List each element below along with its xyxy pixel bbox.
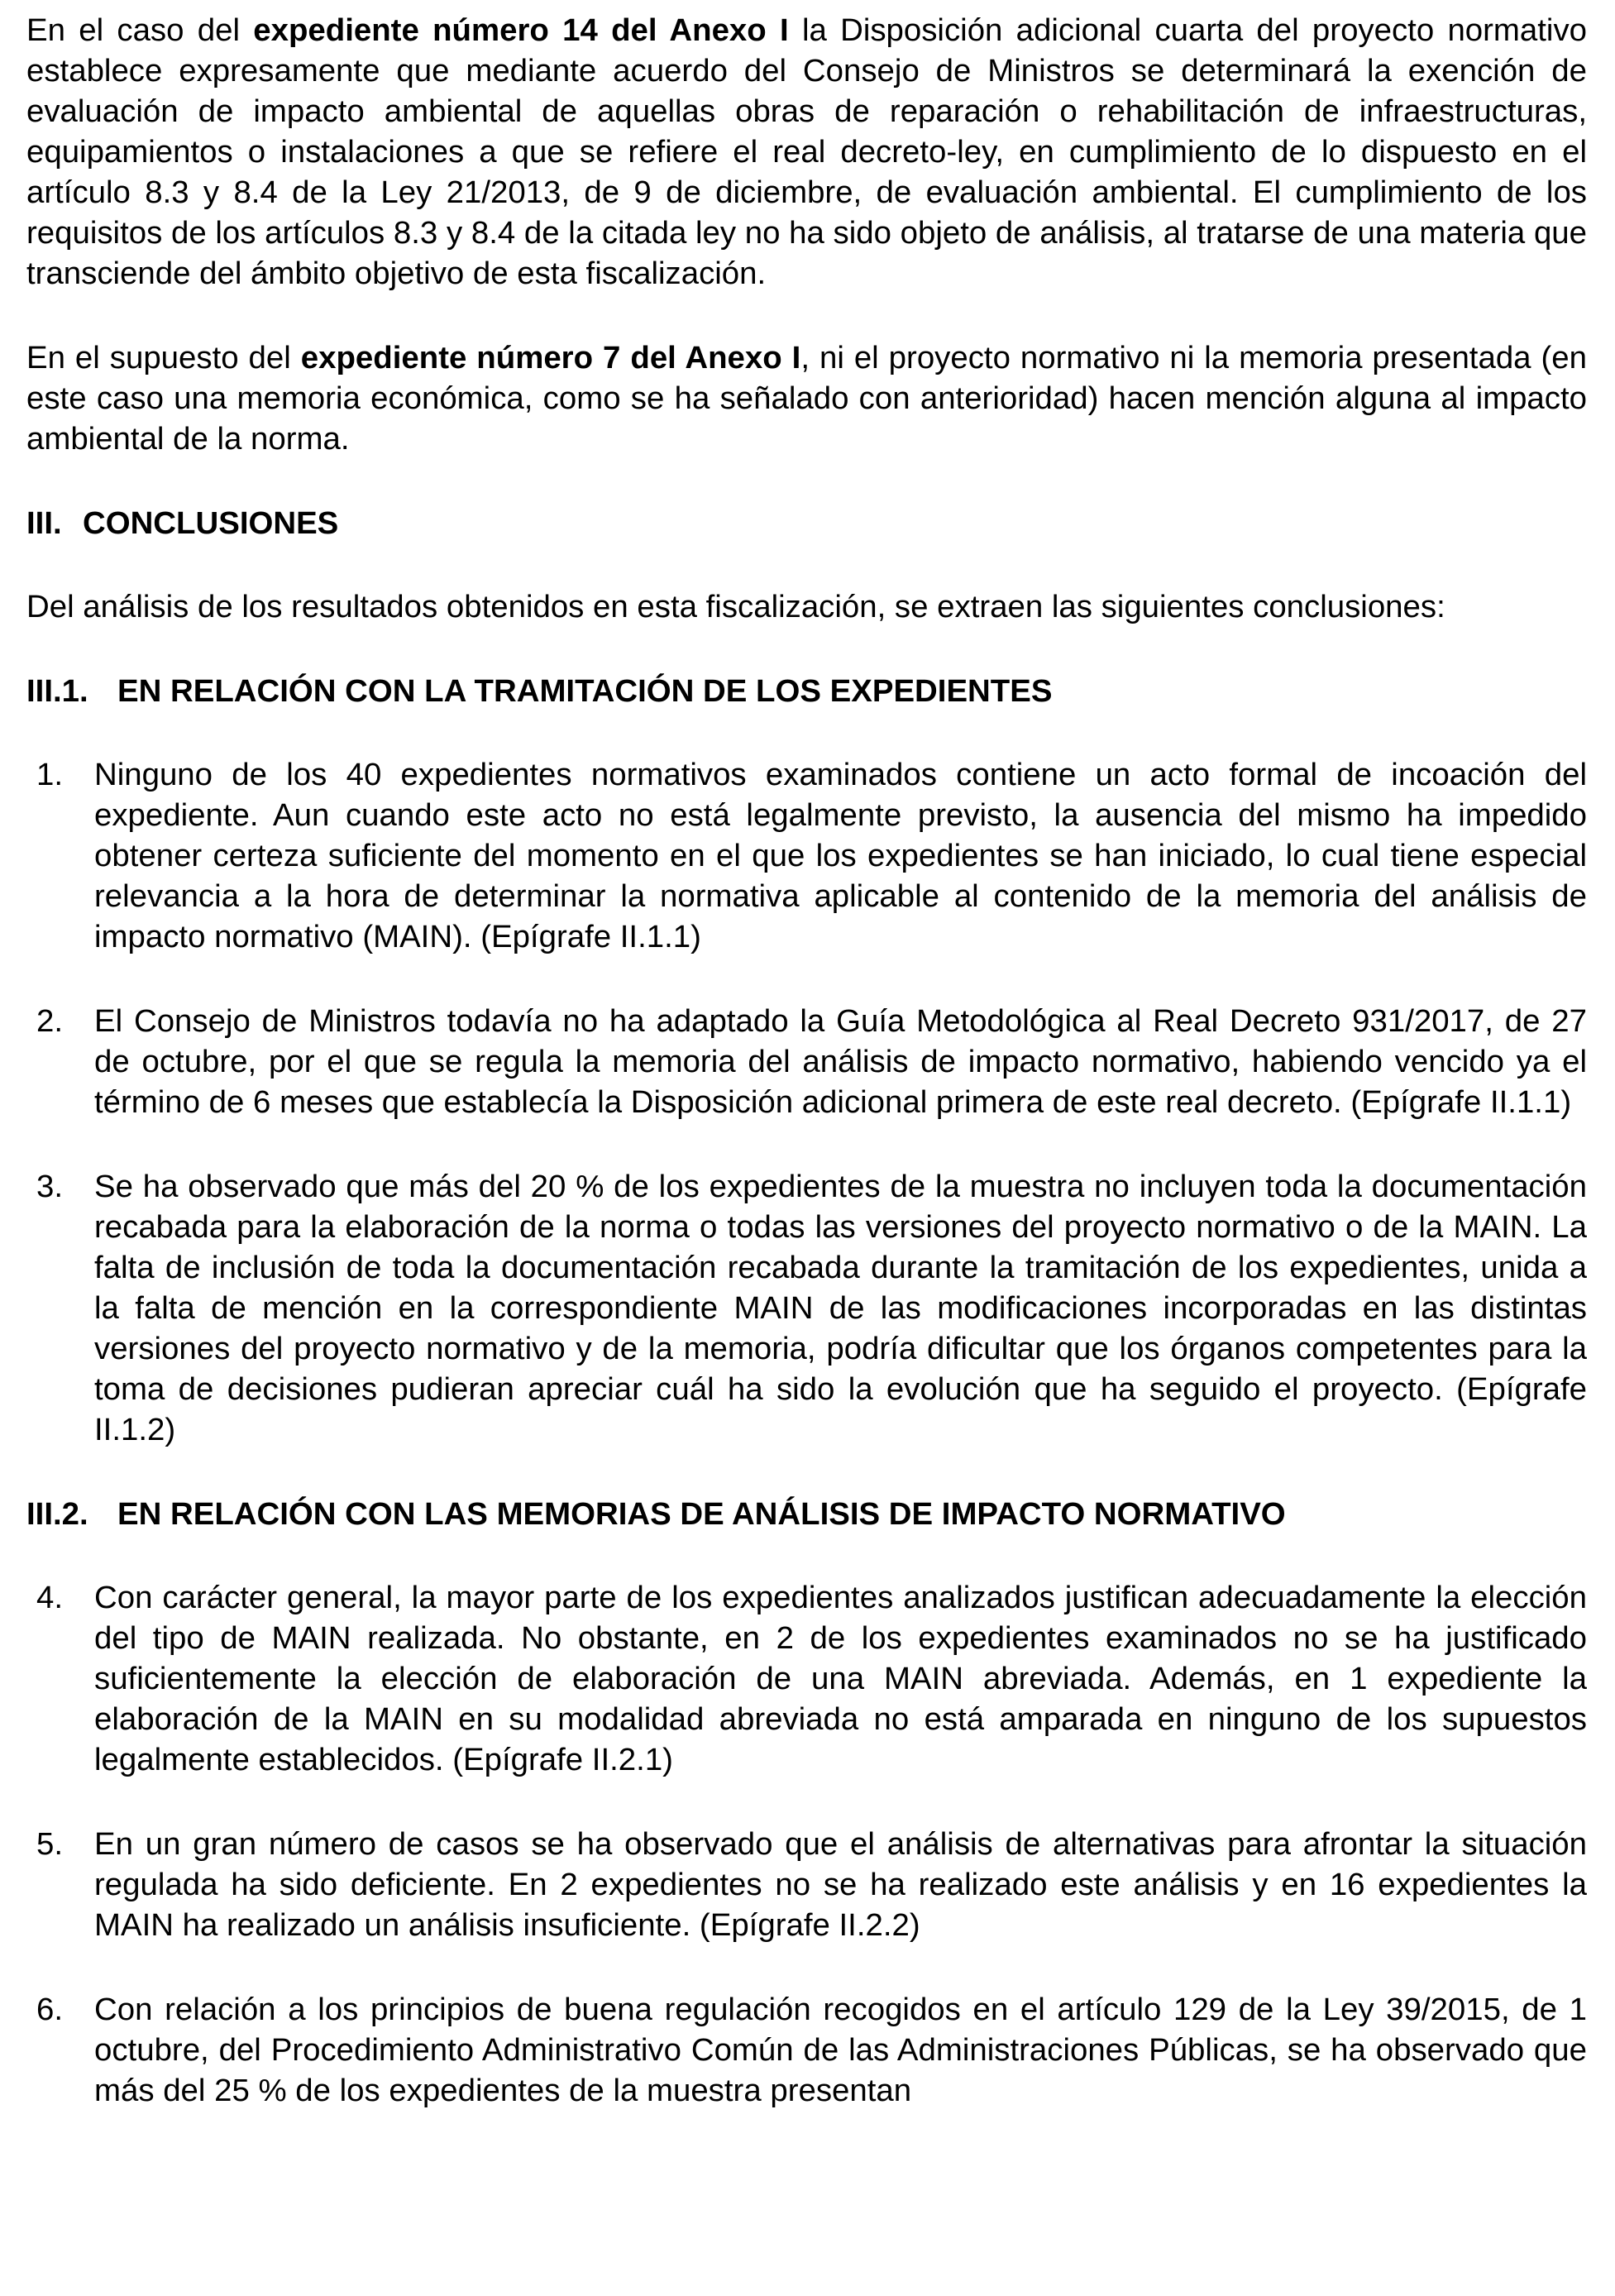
subsection-title: EN RELACIÓN CON LAS MEMORIAS DE ANÁLISIS DE IMPACTO NORMATIVO bbox=[117, 1496, 1286, 1532]
list-item bbox=[26, 754, 1587, 957]
list-item bbox=[26, 1577, 1587, 1780]
section-heading-conclusiones bbox=[26, 503, 1587, 543]
list-item-number: 4. bbox=[36, 1580, 64, 1615]
paragraph-intro-conclusiones: Del análisis de los resultados obtenidos en esta fiscalización, se extraen las siguientes conclusiones: bbox=[26, 589, 1445, 624]
list-item-text: El Consejo de Ministros todavía no ha adaptado la Guía Metodológica al Real Decreto 931/2017, de 27 de octubre, por el que se regula la memoria del análisis de impacto normativo, habiendo vencido ya el término de 6 meses que establecía la Disposición adicional primera de este real decreto. (Epígrafe II.1.1) bbox=[94, 1003, 1587, 1120]
paragraph-bold-reference: expediente número 14 del Anexo I bbox=[253, 12, 789, 48]
list-item bbox=[26, 1824, 1587, 1945]
list-item bbox=[26, 1001, 1587, 1122]
list-item-number: 2. bbox=[36, 1003, 64, 1039]
section-title: CONCLUSIONES bbox=[83, 505, 339, 541]
list-item-text: Se ha observado que más del 20 % de los expedientes de la muestra no incluyen toda la documentación recabada para la elaboración de la norma o todas las versiones del proyecto normativo o de la MAIN. La falta de inclusión de toda la documentación recabada durante la tramitación de los expedientes, unida a la falta de mención en la correspondiente MAIN de las modificaciones incorporadas en las distintas versiones del proyecto normativo y de la memoria, podría dificultar que los órganos competentes para la toma de decisiones pudieran apreciar cuál ha sido la evolución que ha seguido el proyecto. (Epígrafe II.1.2) bbox=[94, 1169, 1587, 1447]
list-item-number: 3. bbox=[36, 1169, 64, 1204]
paragraph-text: la Disposición adicional cuarta del proyecto normativo establece expresamente que mediante acuerdo del Consejo de Ministros se determinará la exención de evaluación de impacto ambiental de aquellas obras de reparación o rehabilitación de infraestructuras, equipamientos o instalaciones a que se refiere el real decreto-ley, en cumplimiento de lo dispuesto en el artículo 8.3 y 8.4 de la Ley 21/2013, de 9 de diciembre, de evaluación ambiental. El cumplimiento de los requisitos de los artículos 8.3 y 8.4 de la citada ley no ha sido objeto de análisis, al tratarse de una materia que transciende del ámbito objetivo de esta fiscalización. bbox=[26, 12, 1588, 291]
paragraph-expediente-14 bbox=[26, 10, 1587, 294]
document-page bbox=[26, 10, 1587, 2111]
list-item-text: Con carácter general, la mayor parte de los expedientes analizados justifican adecuadamente la elección del tipo de MAIN realizada. No obstante, en 2 de los expedientes examinados no se ha justificado suficientemente la elección de elaboración de una MAIN abreviada. Además, en 1 expediente la elaboración de la MAIN en su modalidad abreviada no está amparada en ninguno de los supuestos legalmente establecidos. (Epígrafe II.2.1) bbox=[94, 1580, 1587, 1777]
paragraph-expediente-7 bbox=[26, 337, 1587, 459]
subsection-number: III.1. bbox=[26, 673, 88, 709]
list-item-text: Con relación a los principios de buena regulación recogidos en el artículo 129 de la Ley 39/2015, de 1 octubre, del Procedimiento Administrativo Común de las Administraciones Públicas, se ha observado que más del 25 % de los expedientes de la muestra presentan bbox=[94, 1992, 1587, 2108]
subsection-heading-tramitacion bbox=[26, 671, 1587, 711]
paragraph-text: En el caso del bbox=[26, 12, 254, 48]
subsection-number: III.2. bbox=[26, 1496, 88, 1532]
list-item bbox=[26, 1989, 1587, 2111]
list-item-text: Ninguno de los 40 expedientes normativos examinados contiene un acto formal de incoación del expediente. Aun cuando este acto no está legalmente previsto, la ausencia del mismo ha impedido obtener certeza suficiente del momento en el que los expedientes se han iniciado, lo cual tiene especial relevancia a la hora de determinar la normativa aplicable al contenido de la memoria del análisis de impacto normativo (MAIN). (Epígrafe II.1.1) bbox=[94, 757, 1587, 954]
list-item bbox=[26, 1166, 1587, 1450]
subsection-heading-memorias bbox=[26, 1494, 1587, 1534]
paragraph-text: , ni el proyecto normativo ni la memoria presentada (en este caso una memoria económica, como se ha señalado con anterioridad) hacen mención alguna al impacto ambiental de la norma. bbox=[26, 340, 1587, 457]
subsection-title: EN RELACIÓN CON LA TRAMITACIÓN DE LOS EXPEDIENTES bbox=[117, 673, 1053, 709]
list-item-text: En un gran número de casos se ha observado que el análisis de alternativas para afrontar la situación regulada ha sido deficiente. En 2 expedientes no se ha realizado este análisis y en 16 expedientes la MAIN ha realizado un análisis insuficiente. (Epígrafe II.2.2) bbox=[94, 1826, 1587, 1943]
paragraph-bold-reference: expediente número 7 del Anexo I bbox=[300, 340, 801, 375]
paragraph-text: En el supuesto del bbox=[26, 340, 301, 375]
section-number: III. bbox=[26, 505, 62, 541]
list-item-number: 6. bbox=[36, 1992, 64, 2027]
list-item-number: 5. bbox=[36, 1826, 64, 1862]
list-item-number: 1. bbox=[36, 757, 64, 792]
